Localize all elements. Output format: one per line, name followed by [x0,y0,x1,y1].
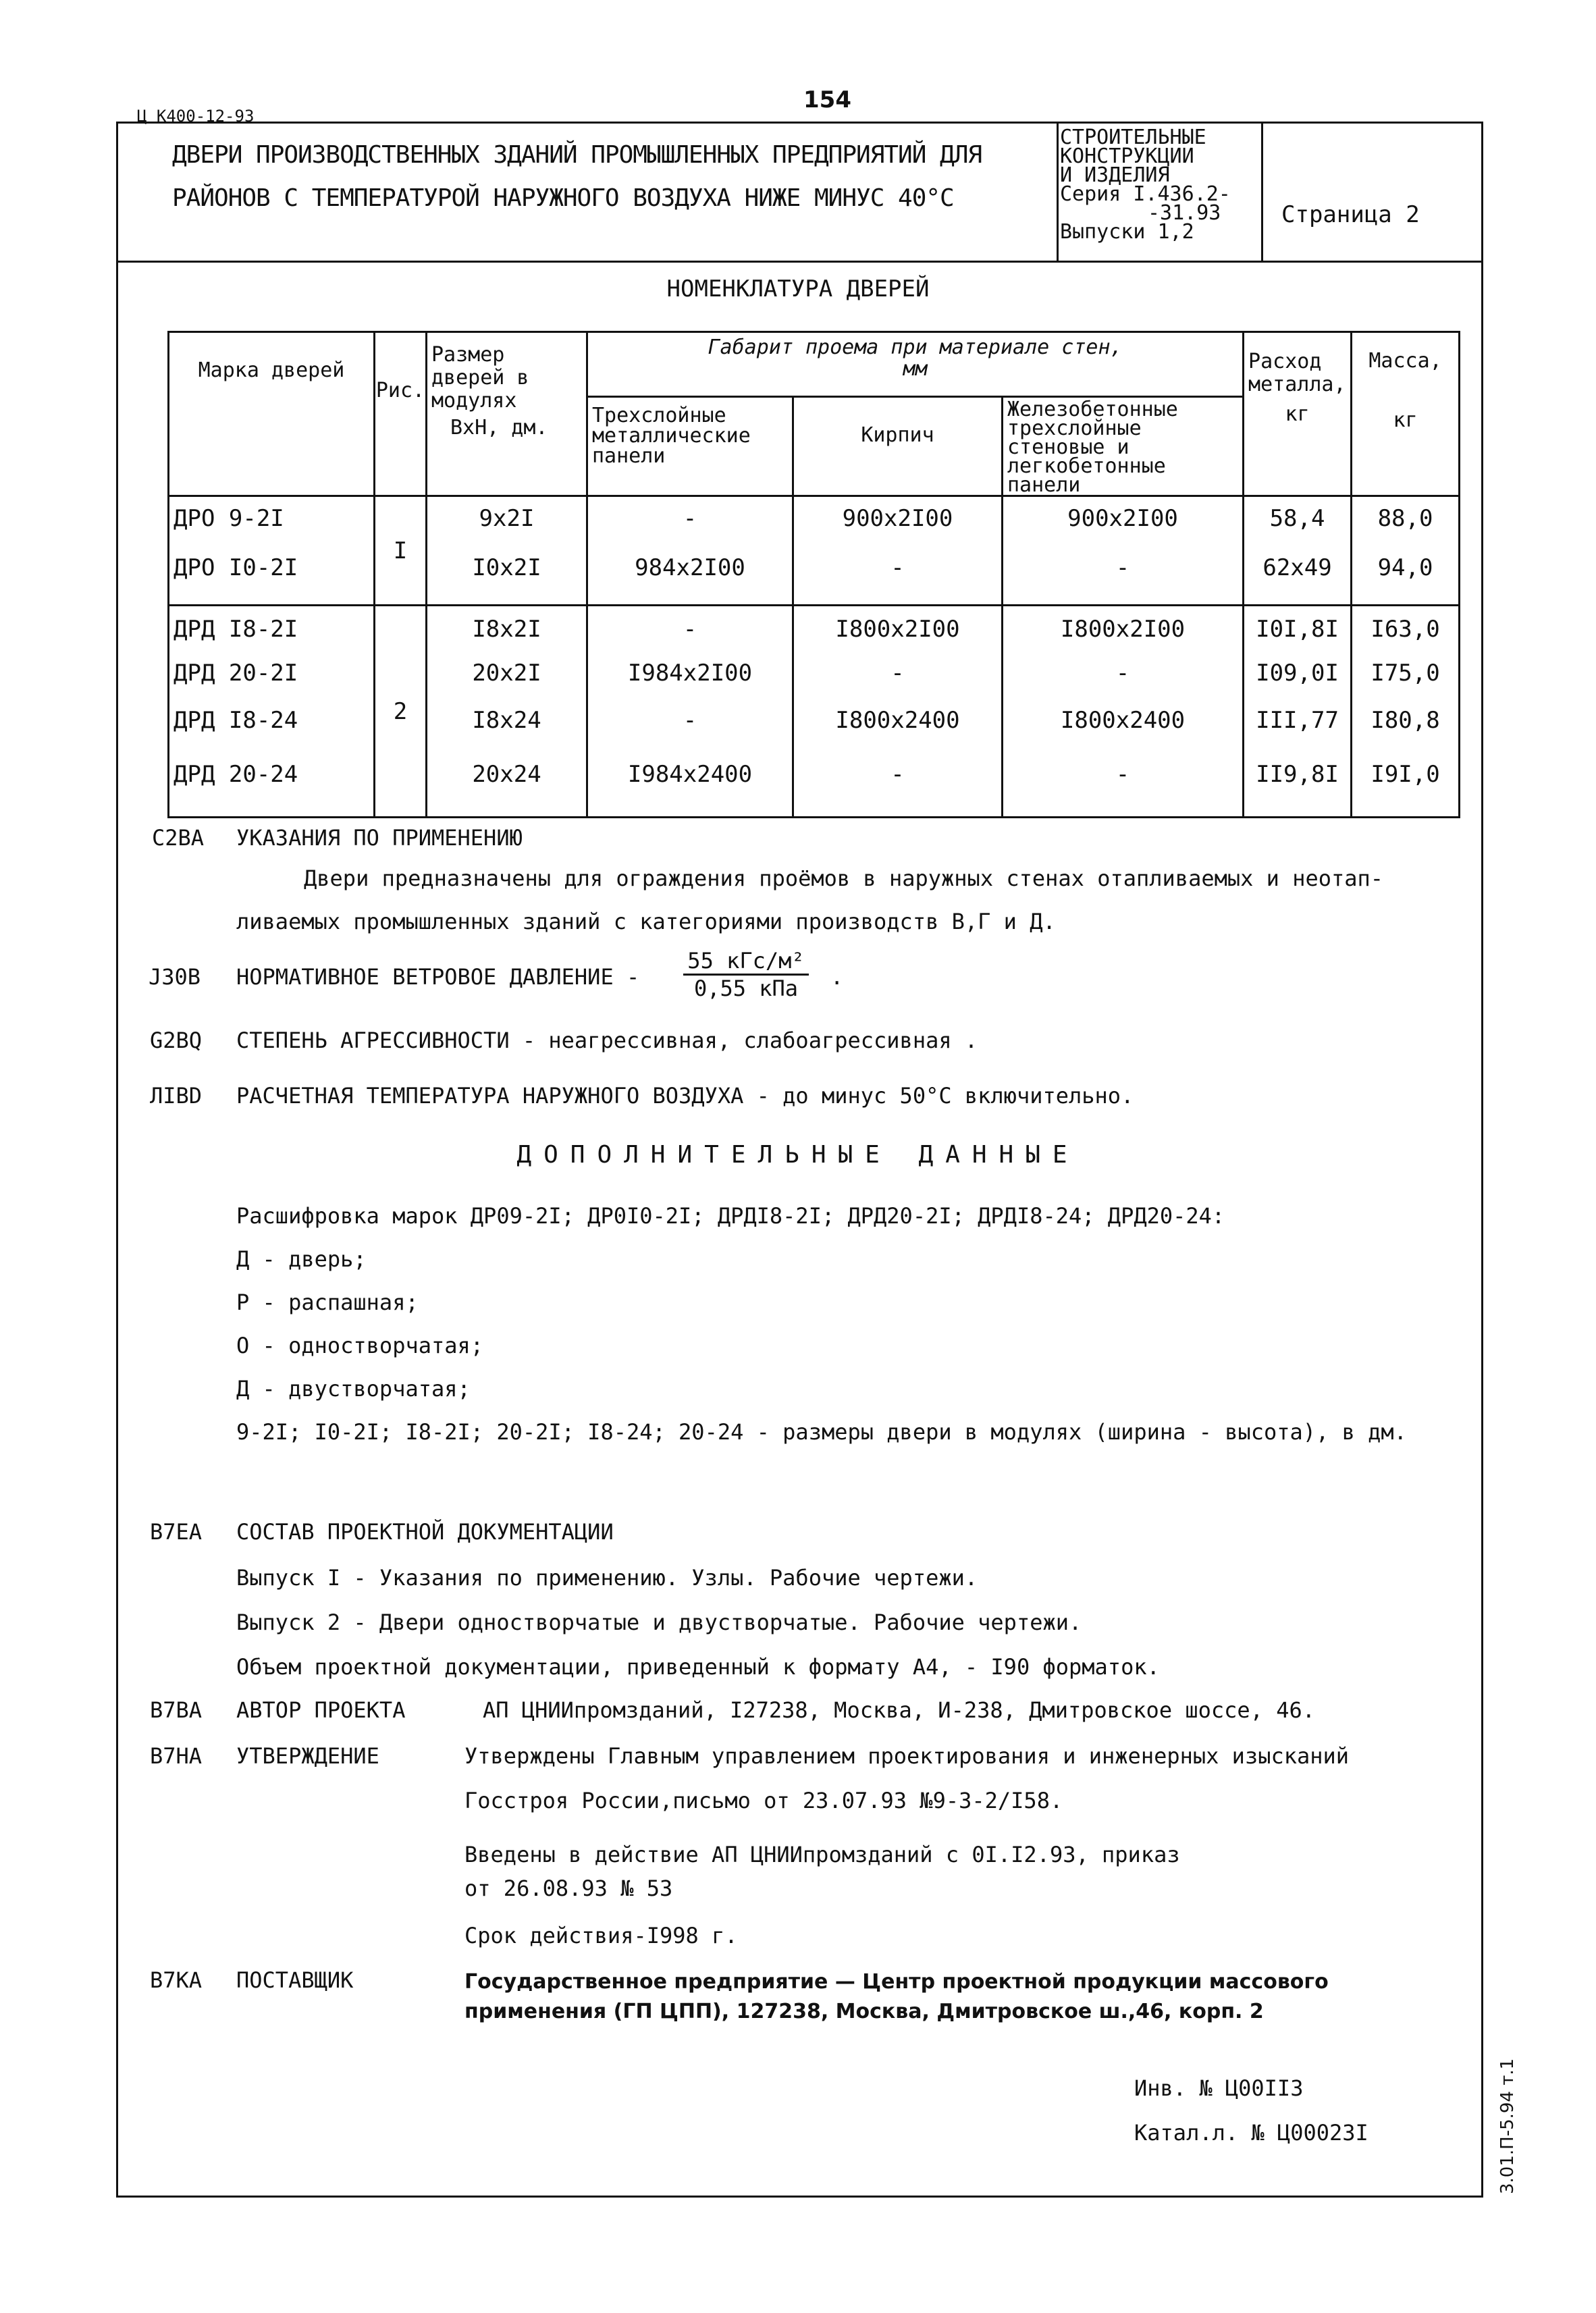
cell-mass: I75,0 [1352,660,1460,707]
docs-line-2: Выпуск 2 - Двери одностворчатые и двустворчатые. Рабочие чертежи. [236,1610,1082,1635]
cell-metal: II9,8I [1244,761,1352,818]
cell-size: 9х2I [427,496,587,554]
cell-mass: I80,8 [1352,707,1460,761]
header-vline-1 [1057,122,1059,261]
th-size-l4: ВхН, дм. [450,416,548,440]
cell-rc: I800х2400 [1003,707,1244,761]
aggr-code: G2ВQ [150,1028,203,1053]
table-row [169,660,1460,707]
series-line-2: КОНСТРУКЦИИ [1060,144,1194,168]
author-title: АВТОР ПРОЕКТА [236,1697,406,1723]
cell-brick: - [793,761,1003,818]
wind-code: J30В [149,964,201,990]
side-stamp: 3.01.П-5.94 т.1 [1497,2058,1518,2194]
cell-panel: I984х2I00 [587,660,793,707]
cell-brick: I800х2I00 [793,606,1003,660]
cell-rc: - [1003,554,1244,606]
th-gab-unit: мм [903,357,928,381]
wind-fraction [662,948,830,1001]
approval-line-5: Срок действия-I998 г. [464,1923,738,1948]
cell-mass: 94,0 [1352,554,1460,606]
usage-title: УКАЗАНИЯ ПО ПРИМЕНЕНИЮ [236,825,523,851]
th-gab-text: Габарит проема при материале стен, [708,336,1123,359]
cell-rc: I800х2I00 [1003,606,1244,660]
table-row [169,761,1460,818]
cell-metal: I0I,8I [1244,606,1352,660]
cell-panel: 984х2I00 [587,554,793,606]
th-size [427,332,587,496]
cell-mass: 88,0 [1352,496,1460,554]
series-line-6: Выпуски 1,2 [1060,220,1194,244]
approval-line-2: Госстроя России,письмо от 23.07.93 №9-3-2/I58. [464,1788,1063,1813]
extra-line-3: Р - распашная; [236,1290,419,1315]
th-size-l1: Размер [431,343,505,367]
cell-rc: - [1003,660,1244,707]
approval-line-4: от 26.08.93 № 53 [464,1876,673,1901]
extra-line-5: Д - двустворчатая; [236,1376,471,1402]
extra-title: ДОПОЛНИТЕЛЬНЫЕ ДАННЫЕ [516,1141,1080,1169]
cell-brick: - [793,660,1003,707]
wind-denominator: 0,55 кПа [693,976,799,1001]
cell-mark: ДРО I0-2I [169,554,375,606]
supplier-title: ПОСТАВЩИК [236,1967,354,1993]
temp-text: РАСЧЕТНАЯ ТЕМПЕРАТУРА НАРУЖНОГО ВОЗДУХА - до минус 50°С включительно. [236,1083,1134,1109]
extra-line-6: 9-2I; I0-2I; I8-2I; 20-2I; I8-24; 20-24 - размеры двери в модулях (ширина - высота), в дм. [236,1419,1407,1445]
header-divider [116,261,1483,263]
th-mass [1352,332,1460,496]
th-size-l2: дверей в [431,366,529,390]
title-line-1: ДВЕРИ ПРОИЗВОДСТВЕННЫХ ЗДАНИЙ ПРОМЫШЛЕННЫХ ПРЕДПРИЯТИЙ ДЛЯ [172,141,982,169]
th-metal [1244,332,1352,496]
cell-rc: 900х2I00 [1003,496,1244,554]
th-brick: Кирпич [793,397,1003,496]
docs-line-3: Объем проектной документации, приведенный к формату А4, - I90 форматок. [236,1654,1160,1680]
cell-brick: - [793,554,1003,606]
series-line-3: И ИЗДЕЛИЯ [1060,163,1170,187]
doc-code: Ц К400-12-93 [137,107,255,126]
series-line-5: -31.93 [1148,201,1221,225]
wind-numerator: 55 кГс/м² [683,948,808,976]
usage-code: С2ВА [152,825,205,851]
cell-metal: 62х49 [1244,554,1352,606]
table-caption: НОМЕНКЛАТУРА ДВЕРЕЙ [666,275,930,302]
th-metal-l1: Расход [1248,350,1322,373]
cell-mark: ДРД 20-2I [169,660,375,707]
th-mass-l1: Масса, [1368,349,1442,373]
docs-line-1: Выпуск I - Указания по применению. Узлы. Рабочие чертежи. [236,1565,978,1591]
cell-mark: ДРО 9-2I [169,496,375,554]
cell-metal: III,77 [1244,707,1352,761]
cell-panel: - [587,707,793,761]
cell-size: I8х2I [427,606,587,660]
cell-size: I0х2I [427,554,587,606]
cell-mass: I63,0 [1352,606,1460,660]
page-label: Страница 2 [1281,201,1420,228]
extra-line-2: Д - дверь; [236,1246,367,1272]
table-row [169,554,1460,606]
th-panel: Трехслойные металлические панели [587,397,793,496]
cell-metal: I09,0I [1244,660,1352,707]
approval-title: УТВЕРЖДЕНИЕ [236,1743,379,1769]
series-block [1060,128,1257,242]
series-line-1: СТРОИТЕЛЬНЫЕ [1060,126,1206,149]
usage-text-2: ливаемых промышленных зданий с категориями производств В,Г и Д. [236,909,1056,934]
cell-fig-group1: I [375,496,427,606]
cell-mark: ДРД 20-24 [169,761,375,818]
series-line-4: Серия I.436.2- [1060,182,1231,206]
author-text: АП ЦНИИпромзданий, I27238, Москва, И-238, Дмитровское шоссе, 46. [483,1697,1315,1723]
supplier-line-2: применения (ГП ЦПП), 127238, Москва, Дмитровское ш.,46, корп. 2 [464,2000,1264,2023]
cell-mass: I9I,0 [1352,761,1460,818]
wind-tail: . [830,964,844,990]
table-row [169,707,1460,761]
th-metal-l3: кг [1285,402,1310,426]
aggr-text: СТЕПЕНЬ АГРЕССИВНОСТИ - неагрессивная, слабоагрессивная . [236,1028,978,1053]
th-gab [587,332,1244,397]
temp-code: ЛIВD [150,1083,203,1109]
th-metal-l2: металла, [1248,373,1346,396]
supplier-code: В7КА [150,1967,203,1993]
cell-brick: 900х2I00 [793,496,1003,554]
cell-brick: I800х2400 [793,707,1003,761]
cell-metal: 58,4 [1244,496,1352,554]
title-line-2: РАЙОНОВ С ТЕМПЕРАТУРОЙ НАРУЖНОГО ВОЗДУХА НИЖЕ МИНУС 40°С [172,184,954,212]
document-title [172,134,1043,220]
table-row [169,606,1460,660]
th-fig: Рис. [375,332,427,496]
cell-mark: ДРД I8-24 [169,707,375,761]
supplier-line-1: Государственное предприятие — Центр проектной продукции массового [464,1970,1329,1994]
cell-size: I8х24 [427,707,587,761]
page-number: 154 [803,86,851,113]
docs-code: В7ЕА [150,1519,203,1545]
cell-fig-group2: 2 [375,606,427,818]
nomenclature-table [167,331,1460,818]
inventory-number: Инв. № Ц00II3 [1134,2075,1304,2101]
usage-text-1: Двери предназначены для ограждения проёмов в наружных стенах отапливаемых и неотап- [304,866,1384,891]
docs-title: СОСТАВ ПРОЕКТНОЙ ДОКУМЕНТАЦИИ [236,1519,614,1545]
cell-panel: I984х2400 [587,761,793,818]
approval-code: В7НА [150,1743,203,1769]
cell-mark: ДРД I8-2I [169,606,375,660]
th-mark: Марка дверей [169,332,375,496]
approval-line-1: Утверждены Главным управлением проектирования и инженерных изысканий [464,1743,1350,1769]
cell-panel: - [587,606,793,660]
extra-line-4: О - одностворчатая; [236,1333,484,1358]
cell-panel: - [587,496,793,554]
wind-label: НОРМАТИВНОЕ ВЕТРОВОЕ ДАВЛЕНИЕ - [236,964,640,990]
header-vline-2 [1261,122,1263,261]
cell-size: 20х2I [427,660,587,707]
cell-size: 20х24 [427,761,587,818]
table-row [169,496,1460,554]
th-rc: Железобетонные трехслойные стеновые и легкобетонные панели [1003,397,1244,496]
th-mass-l2: кг [1393,408,1418,432]
catalog-number: Катал.л. № Ц0002ЗI [1134,2120,1368,2146]
cell-rc: - [1003,761,1244,818]
th-size-l3: модулях [431,389,517,413]
extra-line-1: Расшифровка марок ДР09-2I; ДР0I0-2I; ДРДI8-2I; ДРД20-2I; ДРДI8-24; ДРД20-24: [236,1203,1225,1229]
approval-line-3: Введены в действие АП ЦНИИпромзданий с 0I.I2.93, приказ [464,1842,1180,1867]
author-code: В7ВА [150,1697,203,1723]
